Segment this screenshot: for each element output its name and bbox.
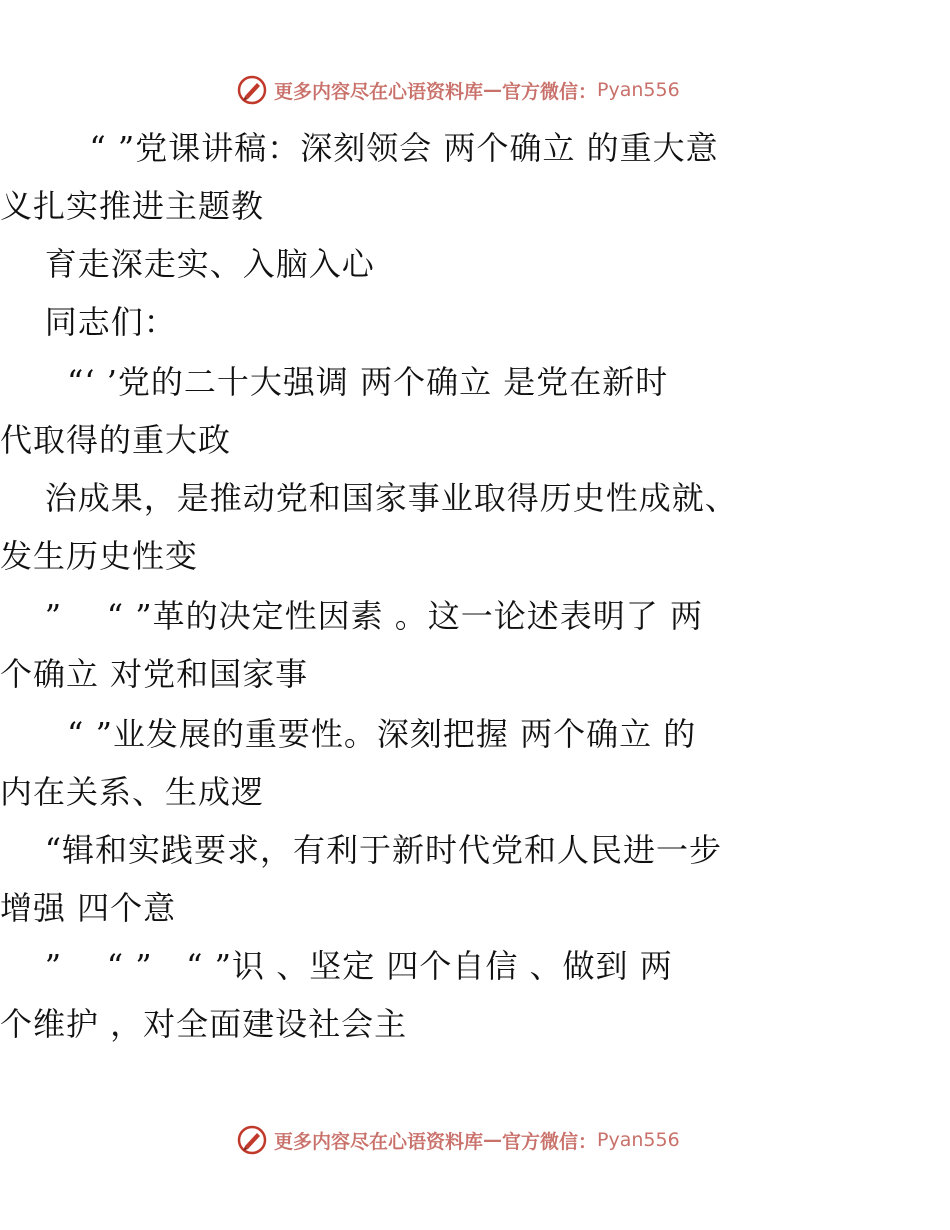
text-line: 代取得的重大政 [0, 421, 232, 459]
watermark-wechat-label: 官方微信： [502, 80, 598, 103]
text-line: 发生历史性变 [0, 537, 199, 575]
text-line: “ ”党课讲稿：深刻领会 两个确立 的重大意 [0, 129, 719, 167]
watermark-dash: — [483, 79, 503, 101]
text-line: 内在关系、生成逻 [0, 773, 265, 811]
text-line: “辑和实践要求，有利于新时代党和人民进一步 [0, 831, 723, 869]
watermark-brand: 更多内容尽在心语资料库 [274, 1130, 484, 1153]
text-line: 义扎实推进主题教 [0, 187, 265, 225]
watermark-dash: — [483, 1129, 503, 1151]
text-line: 育走深走实、入脑入心 [0, 245, 375, 283]
text-line: 增强 四个意 [0, 889, 177, 927]
pen-logo-icon [236, 1124, 268, 1156]
text-line: 个确立 对党和国家事 [0, 655, 309, 693]
watermark-wechat-id: Pyan556 [597, 79, 680, 101]
text-line: 同志们： [0, 303, 177, 341]
text-line: 治成果，是推动党和国家事业取得历史性成就、 [0, 479, 738, 517]
text-line: ” “ ” “ ”识 、坚定 四个自信 、做到 两 [0, 947, 673, 985]
watermark-wechat-label: 官方微信： [502, 1130, 598, 1153]
watermark-brand: 更多内容尽在心语资料库 [274, 80, 484, 103]
footer-watermark [236, 1122, 756, 1158]
watermark-wechat-id: Pyan556 [597, 1129, 680, 1151]
text-line: ” “ ”革的决定性因素 。这一论述表明了 两 [0, 597, 703, 635]
text-line: “ ”业发展的重要性。深刻把握 两个确立 的 [0, 715, 697, 753]
text-line: 个维护 ，对全面建设社会主 [0, 1005, 408, 1043]
text-line: “‘ ’党的二十大强调 两个确立 是党在新时 [0, 363, 669, 401]
